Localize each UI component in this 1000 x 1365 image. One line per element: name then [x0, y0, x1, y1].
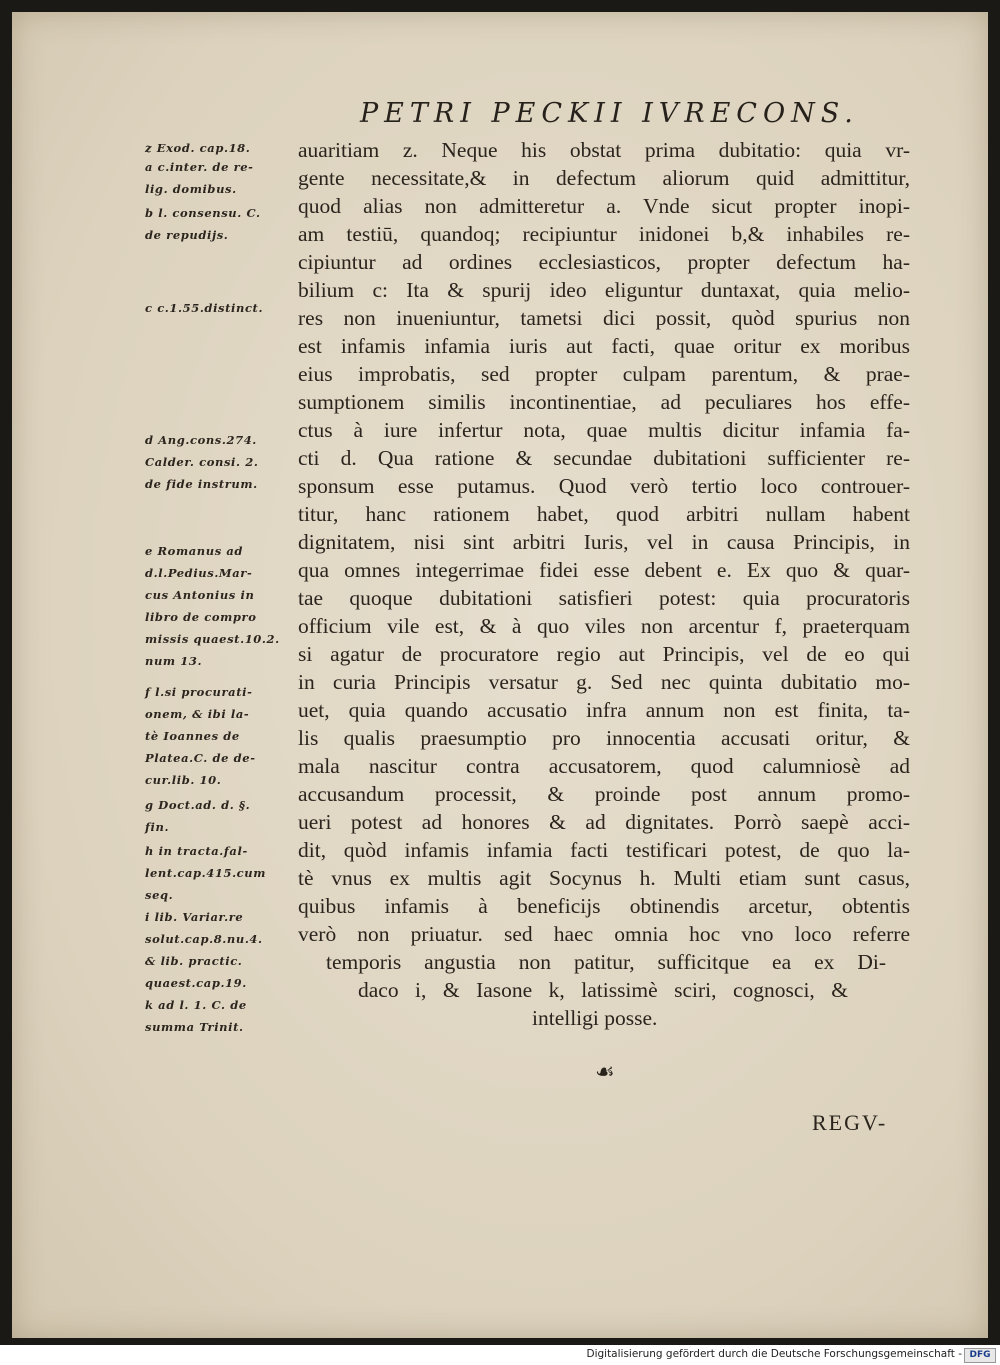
- text-line: gente necessitate,& in defectum aliorum quid admittitur,: [298, 166, 910, 190]
- text-line: tae quoque dubitationi satisfieri potest: quia procuratoris: [298, 586, 910, 610]
- text-line: verò non priuatur. sed haec omnia hoc vno loco referre: [298, 922, 910, 946]
- text-line: uet, quia quando accusatio infra annum non est finita, ta-: [298, 698, 910, 722]
- text-line: dit, quòd infamis infamia facti testificari potest, de quo la-: [298, 838, 910, 862]
- text-line: sponsum esse putamus. Quod verò tertio loco controuer-: [298, 474, 910, 498]
- text-line: est infamis infamia iuris aut facti, quae oritur ex moribus: [298, 334, 910, 358]
- margin-note: k ad l. 1. C. de summa Trinit.: [145, 998, 247, 1034]
- text-line: am testiū, quandoq; recipiuntur inidonei b,& inhabiles re-: [298, 222, 910, 246]
- margin-note: a c.inter. de re- lig. domibus.: [145, 160, 254, 196]
- text-line: intelligi posse.: [532, 1006, 658, 1030]
- margin-note: z Exod. cap.18.: [145, 141, 251, 155]
- text-line: quibus infamis à beneficijs obtinendis arcetur, obtentis: [298, 894, 910, 918]
- text-line: daco i, & Iasone k, latissimè sciri, cognosci, &: [358, 978, 848, 1002]
- running-head: PETRI PECKII IVRECONS.: [360, 98, 859, 129]
- funding-credit: Digitalisierung gefördert durch die Deutsche Forschungsgemeinschaft -: [586, 1348, 962, 1360]
- text-line: qua omnes integerrimae fidei esse debent e. Ex quo & quar-: [298, 558, 910, 582]
- text-line: tè vnus ex multis agit Socynus h. Multi etiam sunt casus,: [298, 866, 910, 890]
- text-line: in curia Principis versatur g. Sed nec quinta dubitatio mo-: [298, 670, 910, 694]
- text-line: quod alias non admitteretur a. Vnde sicut propter inopi-: [298, 194, 910, 218]
- text-line: sumptionem similis incontinentiae, ad peculiares hos effe-: [298, 390, 910, 414]
- text-line: res non inueniuntur, tametsi dici possit, quòd spurius non: [298, 306, 910, 330]
- text-line: ctus à iure infertur nota, quae multis dicitur infamia fa-: [298, 418, 910, 442]
- text-line: lis qualis praesumptio pro innocentia accusati oritur, &: [298, 726, 910, 750]
- margin-note: c c.1.55.distinct.: [145, 301, 264, 315]
- margin-note: b l. consensu. C. de repudijs.: [145, 206, 261, 242]
- text-line: officium vile est, & à quo viles non arcentur f, praeterquam: [298, 614, 910, 638]
- text-line: auaritiam z. Neque his obstat prima dubitatio: quia vr-: [298, 138, 910, 162]
- text-line: bilium c: Ita & spurij ideo eliguntur duntaxat, quia melio-: [298, 278, 910, 302]
- catchword: REGV-: [812, 1110, 888, 1135]
- text-line: temporis angustia non patitur, sufficitque ea ex Di-: [326, 950, 886, 974]
- footer-bar: [0, 1345, 1000, 1365]
- text-line: ueri potest ad honores & ad dignitates. Porrò saepè acci-: [298, 810, 910, 834]
- margin-note: f l.si procurati- onem, & ibi la- tè Ioannes de Platea.C. de de- cur.lib. 10.: [145, 685, 256, 787]
- margin-note: d Ang.cons.274. Calder. consi. 2. de fide instrum.: [145, 433, 259, 491]
- margin-note: e Romanus ad d.l.Pedius.Mar- cus Antonius in libro de compro missis quaest.10.2. num 13.: [145, 544, 280, 668]
- margin-note: h in tracta.fal- lent.cap.415.cum seq.: [145, 844, 267, 902]
- margin-note: g Doct.ad. d. §. fin.: [145, 798, 251, 834]
- margin-note: i lib. Variar.re solut.cap.8.nu.4. & lib. practic. quaest.cap.19.: [145, 910, 263, 990]
- text-line: eius improbatis, sed propter culpam parentum, & prae-: [298, 362, 910, 386]
- text-line: dignitatem, nisi sint arbitri Iuris, vel in causa Principis, in: [298, 530, 910, 554]
- dfg-logo: DFG: [964, 1348, 996, 1363]
- text-line: accusandum processit, & proinde post annum promo-: [298, 782, 910, 806]
- text-line: titur, hanc rationem habet, quod arbitri nullam habent: [298, 502, 910, 526]
- text-line: cti d. Qua ratione & secundae dubitationi sufficienter re-: [298, 446, 910, 470]
- text-line: cipiuntur ad ordines ecclesiasticos, propter defectum ha-: [298, 250, 910, 274]
- fleuron-ornament: ☙: [595, 1060, 615, 1085]
- text-line: si agatur de procuratore regio aut Principis, vel de eo qui: [298, 642, 910, 666]
- text-line: mala nascitur contra accusatorem, quod calumniosè ad: [298, 754, 910, 778]
